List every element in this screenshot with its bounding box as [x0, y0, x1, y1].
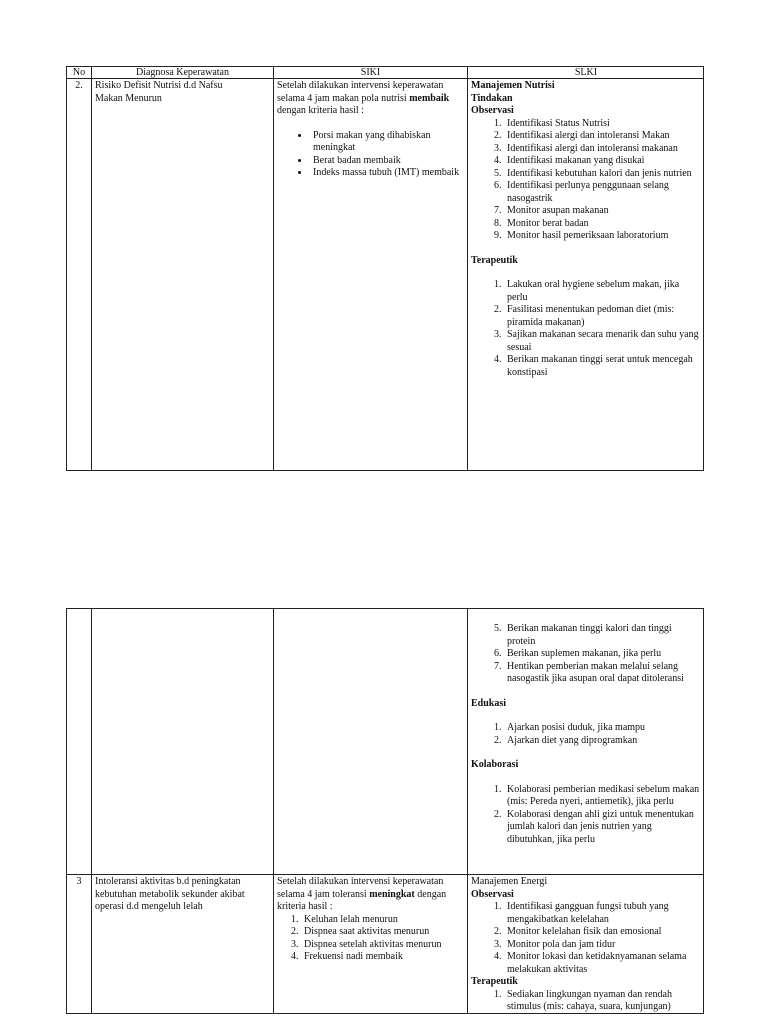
kolaborasi-label: Kolaborasi	[471, 759, 519, 770]
list-item: 2. Fasilitasi menentukan pedoman diet (mis: piramida makanan)	[504, 304, 701, 329]
list-item: 2. Kolaborasi dengan ahli gizi untuk menentukan jumlah kalori dan jenis nutrien yang dibutuhkan, jika perlu	[504, 809, 701, 847]
list-item: 4. Berikan makanan tinggi serat untuk mencegah konstipasi	[504, 354, 701, 379]
list-item: 4. Identifikasi makanan yang disukai	[504, 155, 701, 168]
list-item: 2. Monitor kelelahan fisik dan emosional	[504, 926, 701, 939]
list-item: 4. Monitor lokasi dan ketidaknyamanan selama melakukan aktivitas	[504, 951, 701, 976]
list-item: 7. Monitor asupan makanan	[504, 205, 701, 218]
list-item: 3. Dispnea setelah aktivitas menurun	[301, 939, 464, 952]
list-item: 4. Frekuensi nadi membaik	[301, 951, 464, 964]
terapeutik-continued-list	[471, 623, 701, 686]
siki-criteria-list	[277, 130, 464, 180]
list-item: • Porsi makan yang dihabiskan meningkat	[310, 130, 464, 155]
list-item: 1. Ajarkan posisi duduk, jika mampu	[504, 722, 701, 735]
list-item: 3. Sajikan makanan secara menarik dan suhu yang sesuai	[504, 329, 701, 354]
list-item: 1. Kolaborasi pemberian medikasi sebelum makan (mis: Pereda nyeri, antiemetik), jika perlu	[504, 784, 701, 809]
siki-criteria-list	[277, 914, 464, 964]
slki-cell	[468, 80, 704, 379]
nursing-care-table-2	[66, 608, 704, 1014]
list-item: 2. Dispnea saat aktivitas menurun	[301, 926, 464, 939]
list-item: 1. Keluhan lelah menurun	[301, 914, 464, 927]
siki-criteria-label: dengan kriteria hasil :	[277, 105, 364, 116]
row-number: 3	[76, 876, 82, 887]
siki-cell	[274, 876, 467, 964]
list-item: 2. Identifikasi alergi dan intoleransi Makan	[504, 130, 701, 143]
list-item: • Berat badan membaik	[310, 155, 464, 168]
nursing-care-table-1	[66, 66, 704, 471]
list-item: • Indeks massa tubuh (IMT) membaik	[310, 167, 464, 180]
list-item: 5. Identifikasi kebutuhan kalori dan jenis nutrien	[504, 168, 701, 181]
siki-intro: Setelah dilakukan intervensi keperawatan selama 4 jam makan pola nutrisi	[277, 80, 444, 104]
slki-title: Manajemen Energi	[471, 876, 548, 887]
observasi-list	[471, 118, 701, 243]
slki-continued-cell	[468, 623, 704, 846]
siki-criteria-label: dengan kriteria hasil :	[277, 888, 447, 912]
list-item: 7. Hentikan pemberian makan melalui selang nasogastik jika asupan oral dapat ditoleransi	[504, 661, 701, 686]
slki-title: Manajemen Nutrisi	[471, 80, 555, 91]
row-number: 2.	[75, 80, 83, 91]
list-item: 3. Monitor pola dan jam tidur	[504, 939, 701, 952]
header-siki: SIKI	[360, 67, 381, 78]
list-item: 1. Lakukan oral hygiene sebelum makan, jika perlu	[504, 279, 701, 304]
siki-intro: Setelah dilakukan intervensi keperawatan selama 4 jam toleransi	[277, 876, 444, 900]
edukasi-list	[471, 722, 701, 747]
tindakan-label: Tindakan	[471, 92, 513, 104]
slki-cell	[468, 876, 704, 1014]
list-item: 1. Sediakan lingkungan nyaman dan rendah stimulus (mis: cahaya, suara, kunjungan)	[504, 989, 701, 1014]
list-item: 6. Berikan suplemen makanan, jika perlu	[504, 648, 701, 661]
diagnosis-text: Risiko Defisit Nutrisi d.d Nafsu Makan Menurun	[95, 80, 223, 104]
siki-bold-word: meningkat	[369, 888, 415, 900]
terapeutik-label: Terapeutik	[471, 976, 518, 987]
terapeutik-label: Terapeutik	[471, 254, 518, 266]
kolaborasi-list	[471, 784, 701, 847]
terapeutik-list	[471, 989, 701, 1014]
list-item: 9. Monitor hasil pemeriksaan laboratorium	[504, 230, 701, 243]
diagnosis-text: Intoleransi aktivitas b.d peningkatan kebutuhan metabolik sekunder akibat operasi d.d mengeluh lelah	[95, 876, 245, 912]
observasi-label: Observasi	[471, 105, 514, 116]
siki-cell	[274, 80, 467, 180]
header-no: No	[72, 67, 86, 78]
list-item: 1. Identifikasi gangguan fungsi tubuh yang mengakibatkan kelelahan	[504, 901, 701, 926]
list-item: 5. Berikan makanan tinggi kalori dan tinggi protein	[504, 623, 701, 648]
header-slki: SLKI	[574, 67, 598, 78]
siki-bold-word: membaik	[409, 92, 450, 104]
header-diagnosa: Diagnosa Keperawatan	[135, 67, 229, 78]
list-item: 2. Ajarkan diet yang diprogramkan	[504, 735, 701, 748]
terapeutik-list	[471, 279, 701, 379]
observasi-list	[471, 901, 701, 976]
list-item: 6. Identifikasi perlunya penggunaan selang nasogastrik	[504, 180, 701, 205]
list-item: 1. Identifikasi Status Nutrisi	[504, 118, 701, 131]
edukasi-label: Edukasi	[471, 697, 507, 709]
list-item: 8. Monitor berat badan	[504, 218, 701, 231]
observasi-label: Observasi	[471, 888, 514, 900]
list-item: 3. Identifikasi alergi dan intoleransi makanan	[504, 143, 701, 156]
